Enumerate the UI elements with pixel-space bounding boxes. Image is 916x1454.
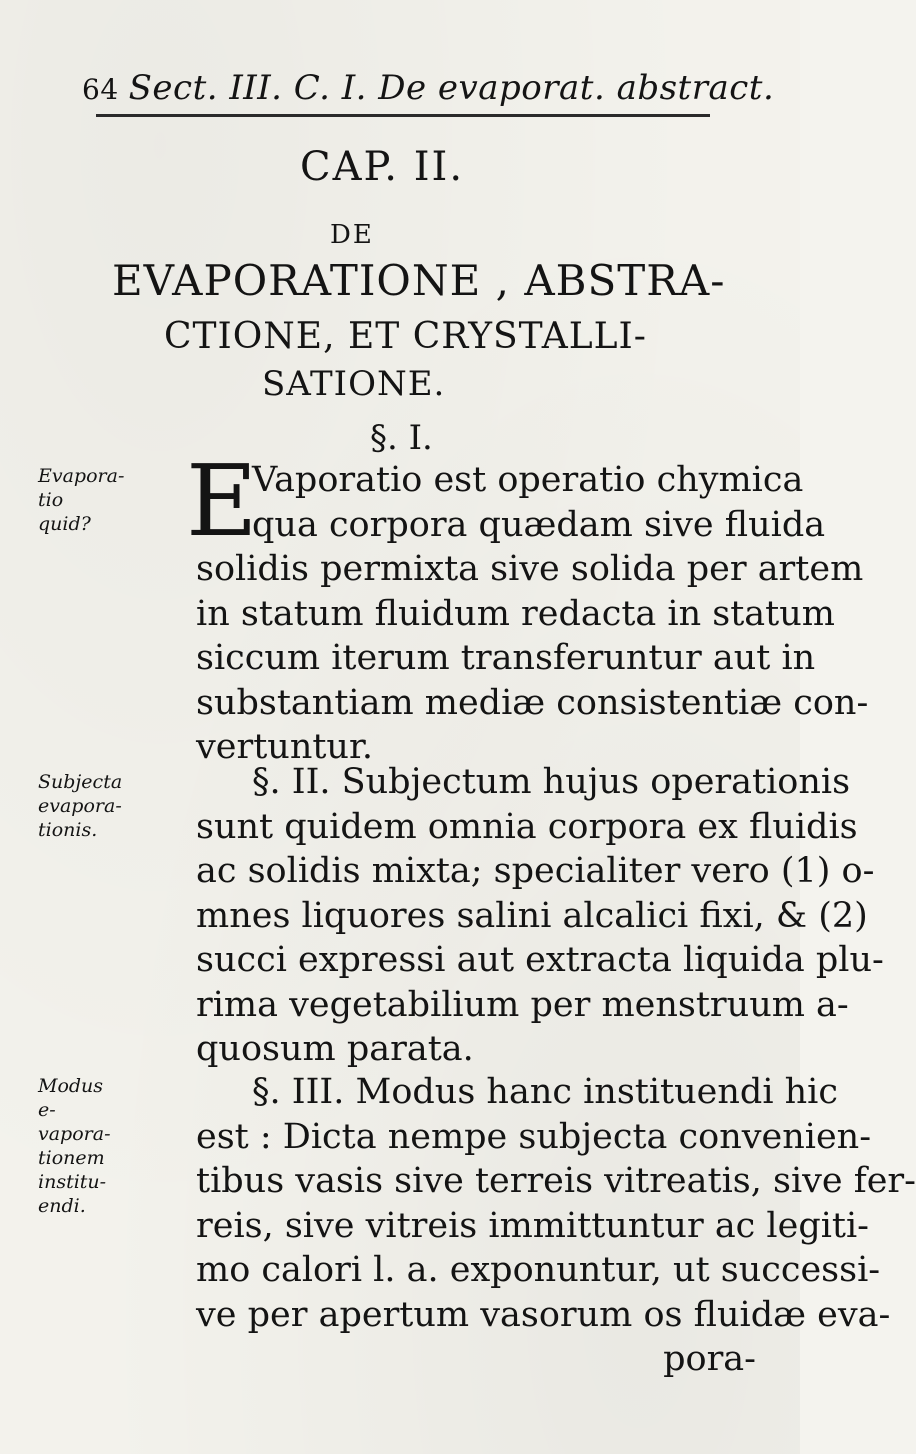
title-line-2: CTIONE, ET CRYSTALLI- <box>164 316 647 357</box>
text-line: Vaporatio est operatio chymica <box>252 460 804 500</box>
marginal-note-3 <box>38 1074 116 1218</box>
text-line: sunt quidem omnia corpora ex fluidis <box>196 806 858 847</box>
marginal-line: tionem <box>38 1147 105 1169</box>
catchword: pora- <box>663 1339 756 1379</box>
text-line: §. III. Modus hanc instituendi hic <box>252 1072 838 1112</box>
marginal-line: tio quid? <box>38 489 91 535</box>
marginal-note-2 <box>38 770 123 842</box>
text-line: ac solidis mixta; specialiter vero (1) o- <box>196 851 875 891</box>
chapter-heading: CAP. II. <box>300 144 465 190</box>
text-line: est : Dicta nempe subjecta convenien- <box>196 1116 872 1157</box>
section-3-paragraph <box>196 1070 916 1382</box>
text-line: §. II. Subjectum hujus operationis <box>252 762 851 802</box>
text-line: tibus vasis sive terreis vitreatis, sive fer- <box>196 1161 916 1201</box>
running-head <box>82 68 774 108</box>
marginal-line: Subjecta <box>38 771 123 793</box>
text-line: ve per apertum vasorum os fluidæ eva- <box>196 1294 891 1335</box>
marginal-line: vapora- <box>38 1123 111 1145</box>
text-line: siccum iterum transferuntur aut in <box>196 638 816 678</box>
marginal-line: institu- <box>38 1171 107 1193</box>
title-line-3: SATIONE. <box>262 364 446 404</box>
running-head-text: Sect. III. C. I. De evaporat. abstract. <box>128 68 775 108</box>
text-line: succi expressi aut extracta liquida plu- <box>196 940 884 980</box>
title-line-1: EVAPORATIONE , ABSTRA- <box>112 256 726 305</box>
marginal-note-1 <box>38 464 125 536</box>
text-line: rima vegetabilium per menstruum a- <box>196 984 849 1025</box>
text-line: mo calori l. a. exponuntur, ut successi- <box>196 1250 881 1290</box>
section-1-paragraph <box>196 458 869 770</box>
text-line: mnes liquores salini alcalici fixi, & (2) <box>196 895 868 936</box>
marginal-line: evapora- <box>38 795 122 817</box>
text-line: reis, sive vitreis immittuntur ac legiti- <box>196 1205 869 1246</box>
text-line: quosum parata. <box>196 1029 474 1069</box>
text-line: qua corpora quædam sive fluida <box>252 504 826 545</box>
header-rule <box>96 114 710 117</box>
drop-cap: E <box>186 445 258 559</box>
text-line: in statum fluidum redacta in statum <box>196 593 835 634</box>
page-number: 64 <box>82 73 119 106</box>
section-1-number: §. I. <box>370 418 433 458</box>
marginal-line: tionis. <box>38 819 98 841</box>
title-de: DE <box>330 220 374 250</box>
marginal-line: Modus e- <box>38 1075 104 1121</box>
text-line: solidis permixta sive solida per artem <box>196 549 864 589</box>
text-line: substantiam mediæ consistentiæ con- <box>196 682 869 723</box>
marginal-line: endi. <box>38 1195 86 1217</box>
marginal-line: Evapora- <box>38 465 125 487</box>
text-line: vertuntur. <box>196 727 373 767</box>
section-2-paragraph <box>196 760 884 1072</box>
